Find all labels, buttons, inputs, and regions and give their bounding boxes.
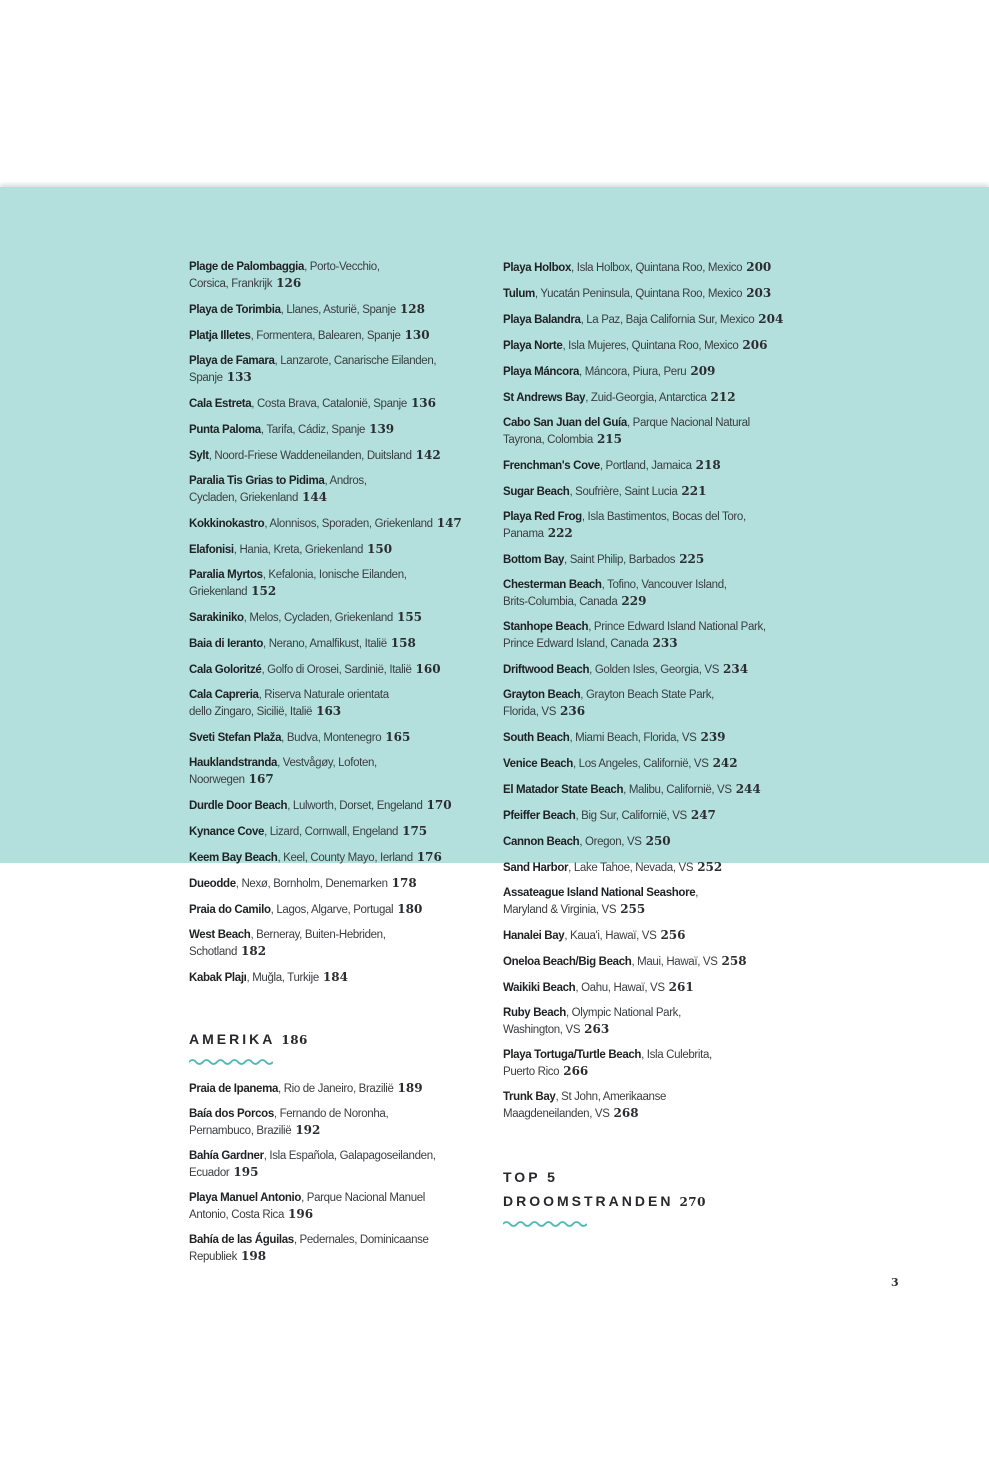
toc-entry[interactable] — [503, 807, 821, 824]
beach-name: Sylt — [189, 450, 209, 462]
beach-name: Dueodde — [189, 878, 236, 890]
page-ref: 196 — [288, 1207, 314, 1221]
toc-entry[interactable] — [503, 979, 821, 996]
beach-name: Playa Máncora — [503, 366, 579, 378]
toc-entry[interactable] — [503, 285, 821, 302]
page-ref: 139 — [369, 422, 395, 436]
toc-entry[interactable] — [503, 389, 821, 406]
toc-entry[interactable] — [503, 363, 821, 380]
beach-location: , Melos, Cycladen, Griekenland — [243, 612, 393, 624]
toc-entry[interactable] — [503, 1089, 821, 1122]
toc-entry[interactable] — [189, 901, 489, 918]
page-ref: 158 — [390, 636, 416, 650]
beach-location: , Portland, Jamaica — [599, 460, 692, 472]
beach-location-continued: Antonio, Costa Rica — [189, 1209, 284, 1221]
beach-name: Playa Manuel Antonio — [189, 1192, 302, 1204]
toc-entry[interactable] — [503, 729, 821, 746]
toc-entry[interactable] — [503, 755, 821, 772]
beach-name: Playa Balandra — [503, 314, 581, 326]
beach-location-continued: Schotland — [189, 946, 237, 958]
toc-entry[interactable] — [189, 515, 489, 532]
toc-entry[interactable] — [189, 609, 489, 626]
page-ref: 261 — [668, 980, 694, 994]
page-ref: 128 — [399, 302, 425, 316]
beach-name: Sarakiniko — [189, 612, 244, 624]
beach-name: Assateague Island National Seashore — [503, 887, 696, 899]
beach-name: Kokkinokastro — [189, 518, 265, 530]
page-ref: 266 — [563, 1064, 589, 1078]
toc-entry[interactable] — [189, 421, 489, 438]
beach-location-continued: Corsica, Frankrijk — [189, 278, 273, 290]
beach-location: , Hania, Kreta, Griekenland — [233, 544, 364, 556]
page-ref: 200 — [746, 260, 772, 274]
page-ref: 229 — [621, 594, 647, 608]
toc-entry[interactable] — [503, 859, 821, 876]
beach-name: Ruby Beach — [503, 1007, 566, 1019]
beach-location: , Saint Philip, Barbados — [564, 554, 676, 566]
page-ref: 167 — [248, 772, 274, 786]
beach-location: , Kaua'i, Hawaï, VS — [564, 930, 657, 942]
page-ref: 170 — [426, 798, 452, 812]
beach-location: , Máncora, Piura, Peru — [579, 366, 687, 378]
toc-entry[interactable] — [503, 687, 821, 720]
beach-name: Bottom Bay — [503, 554, 565, 566]
toc-entry[interactable] — [189, 823, 489, 840]
beach-name: Elafonisi — [189, 544, 234, 556]
beach-location-continued: Spanje — [189, 372, 223, 384]
toc-column-right — [503, 259, 821, 1242]
page-ref: 180 — [397, 902, 423, 916]
beach-location: , Isla Culebrita, — [641, 1049, 712, 1061]
beach-location: , Keel, County Mayo, Ierland — [277, 852, 413, 864]
beach-name: Venice Beach — [503, 758, 573, 770]
toc-entry[interactable] — [503, 1047, 821, 1080]
toc-entry[interactable] — [189, 567, 489, 600]
beach-name: Playa Tortuga/Turtle Beach — [503, 1049, 642, 1061]
page-ref: 178 — [391, 876, 417, 890]
page-ref: 218 — [695, 458, 721, 472]
beach-location: , Tarifa, Cádiz, Spanje — [260, 424, 366, 436]
beach-location-continued: Panama — [503, 528, 544, 540]
toc-entry[interactable] — [503, 1005, 821, 1038]
page-ref: 204 — [758, 312, 784, 326]
page-number: 3 — [891, 1276, 899, 1289]
page-ref: 233 — [652, 636, 678, 650]
beach-name: Platja Illetes — [189, 330, 251, 342]
beach-location: , Parque Nacional Manuel — [301, 1192, 425, 1204]
toc-entry[interactable] — [503, 457, 821, 474]
beach-name: Cabo San Juan del Guía — [503, 417, 627, 429]
toc-entry[interactable] — [503, 483, 821, 500]
page-ref: 258 — [721, 954, 747, 968]
beach-location: , Oregon, VS — [579, 836, 642, 848]
toc-entry[interactable] — [189, 755, 489, 788]
toc-entry[interactable] — [503, 259, 821, 276]
page-ref: 192 — [295, 1123, 321, 1137]
beach-name: Trunk Bay — [503, 1091, 556, 1103]
toc-entry[interactable] — [189, 447, 489, 464]
toc-entry[interactable] — [503, 551, 821, 568]
toc-entry[interactable] — [189, 327, 489, 344]
wave-divider-icon — [503, 1220, 587, 1228]
beach-location-continued: Cycladen, Griekenland — [189, 492, 298, 504]
beach-location: , Llanes, Asturië, Spanje — [280, 304, 396, 316]
page-ref: 163 — [316, 704, 342, 718]
beach-location-continued: Pernambuco, Brazilië — [189, 1125, 292, 1137]
page-ref: 142 — [415, 448, 441, 462]
toc-entry[interactable] — [503, 577, 821, 610]
beach-location: , Lizard, Cornwall, Engeland — [264, 826, 399, 838]
beach-location: , Lagos, Algarve, Portugal — [270, 904, 394, 916]
beach-name: Pfeiffer Beach — [503, 810, 576, 822]
beach-location: , Nerano, Amalfikust, Italië — [263, 638, 387, 650]
beach-location: , Isla Española, Galapagoseilanden, — [263, 1150, 436, 1162]
beach-location-continued: Tayrona, Colombia — [503, 434, 593, 446]
beach-name: Hauklandstranda — [189, 757, 278, 769]
toc-entry[interactable] — [189, 661, 489, 678]
page-ref: 209 — [690, 364, 716, 378]
toc-entry[interactable] — [503, 885, 821, 918]
toc-entry[interactable] — [503, 509, 821, 542]
page-ref: 203 — [746, 286, 772, 300]
beach-location: , St John, Amerikaanse — [555, 1091, 667, 1103]
page-ref: 144 — [302, 490, 328, 504]
beach-location: , Riserva Naturale orientata — [258, 689, 389, 701]
beach-location-continued: Florida, VS — [503, 706, 557, 718]
page-ref: 165 — [385, 730, 411, 744]
section-amerika — [189, 1027, 489, 1066]
beach-location-continued: Republiek — [189, 1251, 237, 1263]
beach-location: , Budva, Montenegro — [281, 732, 382, 744]
beach-location: , Formentera, Balearen, Spanje — [250, 330, 401, 342]
beach-name: Playa Holbox — [503, 262, 572, 274]
beach-location: , Porto-Vecchio, — [304, 261, 380, 273]
beach-location-continued: dello Zingaro, Sicilië, Italië — [189, 706, 313, 718]
beach-location-continued: Maryland & Virginia, VS — [503, 904, 617, 916]
beach-location: , Soufrière, Saint Lucia — [569, 486, 678, 498]
beach-location: , Tofino, Vancouver Island, — [601, 579, 727, 591]
beach-location: , Parque Nacional Natural — [626, 417, 750, 429]
section-page-number: 270 — [679, 1195, 707, 1209]
beach-location: , Isla Mujeres, Quintana Roo, Mexico — [562, 340, 739, 352]
beach-location-continued: Noorwegen — [189, 774, 245, 786]
toc-entry[interactable] — [189, 875, 489, 892]
toc-entry[interactable] — [503, 781, 821, 798]
beach-location: , Malibu, Californië, VS — [623, 784, 732, 796]
beach-name: Baía dos Porcos — [189, 1108, 274, 1120]
beach-name: Sand Harbor — [503, 862, 569, 874]
page-ref: 242 — [712, 756, 738, 770]
beach-name: Stanhope Beach — [503, 621, 589, 633]
beach-name: Kabak Plajı — [189, 972, 247, 984]
page-ref: 250 — [645, 834, 671, 848]
beach-location: , Big Sur, Californië, VS — [575, 810, 687, 822]
beach-name: Punta Paloma — [189, 424, 261, 436]
page-ref: 126 — [276, 276, 302, 290]
toc-entry[interactable] — [189, 927, 489, 960]
beach-location: , Lake Tahoe, Nevada, VS — [568, 862, 694, 874]
page-ref: 255 — [620, 902, 646, 916]
toc-entry[interactable] — [189, 1080, 489, 1097]
page-ref: 133 — [226, 370, 252, 384]
beach-name: Praia de Ipanema — [189, 1083, 278, 1095]
page-ref: 222 — [547, 526, 573, 540]
beach-location-continued: Maagdeneilanden, VS — [503, 1108, 610, 1120]
beach-location: , Fernando de Noronha, — [273, 1108, 389, 1120]
page-ref: 152 — [251, 584, 277, 598]
beach-location-continued: Prince Edward Island, Canada — [503, 638, 649, 650]
page-ref: 252 — [697, 860, 723, 874]
toc-entry[interactable] — [503, 619, 821, 652]
beach-name: Grayton Beach — [503, 689, 581, 701]
page-ref: 130 — [404, 328, 430, 342]
page-ref: 182 — [241, 944, 267, 958]
toc-list-europe — [189, 259, 489, 986]
beach-location: , Grayton Beach State Park, — [580, 689, 714, 701]
beach-location-continued: Brits-Columbia, Canada — [503, 596, 618, 608]
page-ref: 236 — [560, 704, 586, 718]
section-title-text: AMERIKA — [189, 1031, 276, 1047]
toc-entry[interactable] — [503, 415, 821, 448]
page-ref: 136 — [410, 396, 436, 410]
page-ref: 206 — [742, 338, 768, 352]
beach-name: Oneloa Beach/Big Beach — [503, 956, 632, 968]
beach-name: Keem Bay Beach — [189, 852, 278, 864]
page-ref: 234 — [723, 662, 749, 676]
page-ref: 195 — [233, 1165, 259, 1179]
beach-location: , Miami Beach, Florida, VS — [569, 732, 697, 744]
beach-name: Paralia Myrtos — [189, 569, 263, 581]
beach-location: , Costa Brava, Catalonië, Spanje — [251, 398, 407, 410]
teal-background-band — [0, 187, 989, 863]
toc-entry[interactable] — [189, 797, 489, 814]
page-ref: 147 — [436, 516, 462, 530]
toc-entry[interactable] — [189, 1148, 489, 1181]
toc-entry[interactable] — [503, 337, 821, 354]
beach-location: , Lanzarote, Canarische Eilanden, — [274, 355, 437, 367]
beach-location: , Isla Bastimentos, Bocas del Toro, — [581, 511, 746, 523]
beach-location-continued: Ecuador — [189, 1167, 230, 1179]
beach-location: , Pedernales, Dominicaanse — [293, 1234, 429, 1246]
beach-name: Waikiki Beach — [503, 982, 576, 994]
beach-location-continued: Washington, VS — [503, 1024, 581, 1036]
beach-name: Cannon Beach — [503, 836, 580, 848]
beach-location: , Kefalonia, Ionische Eilanden, — [262, 569, 407, 581]
toc-list-americas-continued — [503, 259, 821, 1122]
beach-name: Paralia Tis Grias to Pidima — [189, 475, 325, 487]
page-ref: 176 — [416, 850, 442, 864]
page-ref: 225 — [679, 552, 705, 566]
beach-location: , Berneray, Buiten-Hebriden, — [250, 929, 386, 941]
toc-entry[interactable] — [189, 1190, 489, 1223]
page-ref: 198 — [241, 1249, 267, 1263]
beach-name: Plage de Palombaggia — [189, 261, 305, 273]
wave-divider-icon — [189, 1058, 273, 1066]
toc-column-left — [189, 259, 489, 1274]
beach-location: , Golden Isles, Georgia, VS — [589, 664, 720, 676]
beach-name: El Matador State Beach — [503, 784, 624, 796]
beach-location-continued: Griekenland — [189, 586, 248, 598]
page-ref: 150 — [367, 542, 393, 556]
beach-location: , La Paz, Baja California Sur, Mexico — [580, 314, 755, 326]
page-ref: 221 — [681, 484, 707, 498]
beach-name: Durdle Door Beach — [189, 800, 288, 812]
beach-location: , — [695, 887, 699, 899]
page-ref: 263 — [584, 1022, 610, 1036]
section-title-top5[interactable] — [503, 1165, 821, 1214]
toc-entry[interactable] — [189, 301, 489, 318]
toc-entry[interactable] — [189, 353, 489, 386]
beach-name: Hanalei Bay — [503, 930, 565, 942]
beach-name: Frenchman's Cove — [503, 460, 600, 472]
page-ref: 268 — [613, 1106, 639, 1120]
beach-location: , Isla Holbox, Quintana Roo, Mexico — [571, 262, 743, 274]
toc-entry[interactable] — [189, 729, 489, 746]
section-title-line1: TOP 5 — [503, 1169, 558, 1185]
beach-name: Tulum — [503, 288, 535, 300]
beach-name: Bahía Gardner — [189, 1150, 264, 1162]
beach-name: Driftwood Beach — [503, 664, 590, 676]
beach-name: South Beach — [503, 732, 570, 744]
toc-entry[interactable] — [189, 259, 489, 292]
beach-location: , Olympic National Park, — [565, 1007, 681, 1019]
beach-location: , Golfo di Orosei, Sardinië, Italië — [261, 664, 412, 676]
section-top5 — [503, 1165, 821, 1228]
page-ref: 189 — [397, 1081, 423, 1095]
beach-location: , Lulworth, Dorset, Engeland — [287, 800, 423, 812]
page-ref: 256 — [660, 928, 686, 942]
beach-name: Baia di Ieranto — [189, 638, 263, 650]
beach-location: , Alonnisos, Sporaden, Griekenland — [264, 518, 433, 530]
beach-name: Sveti Stefan Plaža — [189, 732, 282, 744]
toc-entry[interactable] — [189, 1232, 489, 1265]
section-page-number: 186 — [281, 1033, 308, 1047]
beach-name: Cala Goloritzé — [189, 664, 262, 676]
beach-location: , Nexø, Bornholm, Denemarken — [235, 878, 388, 890]
toc-entry[interactable] — [189, 635, 489, 652]
beach-name: St Andrews Bay — [503, 392, 586, 404]
beach-name: Praia do Camilo — [189, 904, 271, 916]
beach-name: West Beach — [189, 929, 251, 941]
beach-name: Kynance Cove — [189, 826, 265, 838]
beach-location-continued: Puerto Rico — [503, 1066, 560, 1078]
beach-location: , Los Angeles, Californië, VS — [572, 758, 709, 770]
beach-name: Cala Capreria — [189, 689, 259, 701]
page-ref: 184 — [322, 970, 348, 984]
beach-name: Playa de Famara — [189, 355, 275, 367]
toc-entry[interactable] — [189, 541, 489, 558]
page-ref: 239 — [700, 730, 726, 744]
toc-entry[interactable] — [503, 833, 821, 850]
page-ref: 175 — [402, 824, 428, 838]
toc-entry[interactable] — [189, 473, 489, 506]
beach-name: Playa Norte — [503, 340, 563, 352]
beach-location: , Maui, Hawaï, VS — [631, 956, 718, 968]
toc-entry[interactable] — [503, 927, 821, 944]
toc-entry[interactable] — [189, 395, 489, 412]
toc-entry[interactable] — [189, 687, 489, 720]
page-ref: 160 — [415, 662, 441, 676]
toc-entry[interactable] — [189, 1106, 489, 1139]
beach-location: , Vestvågøy, Lofoten, — [277, 757, 377, 769]
section-title-line2: DROOMSTRANDEN — [503, 1193, 674, 1209]
beach-name: Playa de Torimbia — [189, 304, 281, 316]
page-ref: 155 — [396, 610, 423, 624]
beach-location: , Noord-Friese Waddeneilanden, Duitsland — [208, 450, 412, 462]
beach-location: , Oahu, Hawaï, VS — [575, 982, 665, 994]
toc-entry[interactable] — [189, 849, 489, 866]
beach-location: , Rio de Janeiro, Brazilië — [278, 1083, 394, 1095]
beach-name: Cala Estreta — [189, 398, 252, 410]
toc-entry[interactable] — [503, 953, 821, 970]
section-title-amerika[interactable] — [189, 1027, 489, 1052]
beach-name: Chesterman Beach — [503, 579, 602, 591]
beach-name: Sugar Beach — [503, 486, 570, 498]
page-ref: 212 — [710, 390, 736, 404]
beach-name: Bahía de las Águilas — [189, 1234, 294, 1246]
beach-location: , Andros, — [324, 475, 367, 487]
beach-location: , Muğla, Turkije — [246, 972, 319, 984]
toc-entry[interactable] — [189, 969, 489, 986]
toc-entry[interactable] — [503, 661, 821, 678]
page-ref: 244 — [735, 782, 761, 796]
beach-location: , Yucatán Peninsula, Quintana Roo, Mexico — [534, 288, 743, 300]
toc-entry[interactable] — [503, 311, 821, 328]
beach-name: Playa Red Frog — [503, 511, 582, 523]
beach-location: , Prince Edward Island National Park, — [588, 621, 766, 633]
page-ref: 247 — [690, 808, 716, 822]
beach-location: , Zuid-Georgia, Antarctica — [585, 392, 707, 404]
page-ref: 215 — [596, 432, 622, 446]
toc-list-amerika — [189, 1080, 489, 1265]
